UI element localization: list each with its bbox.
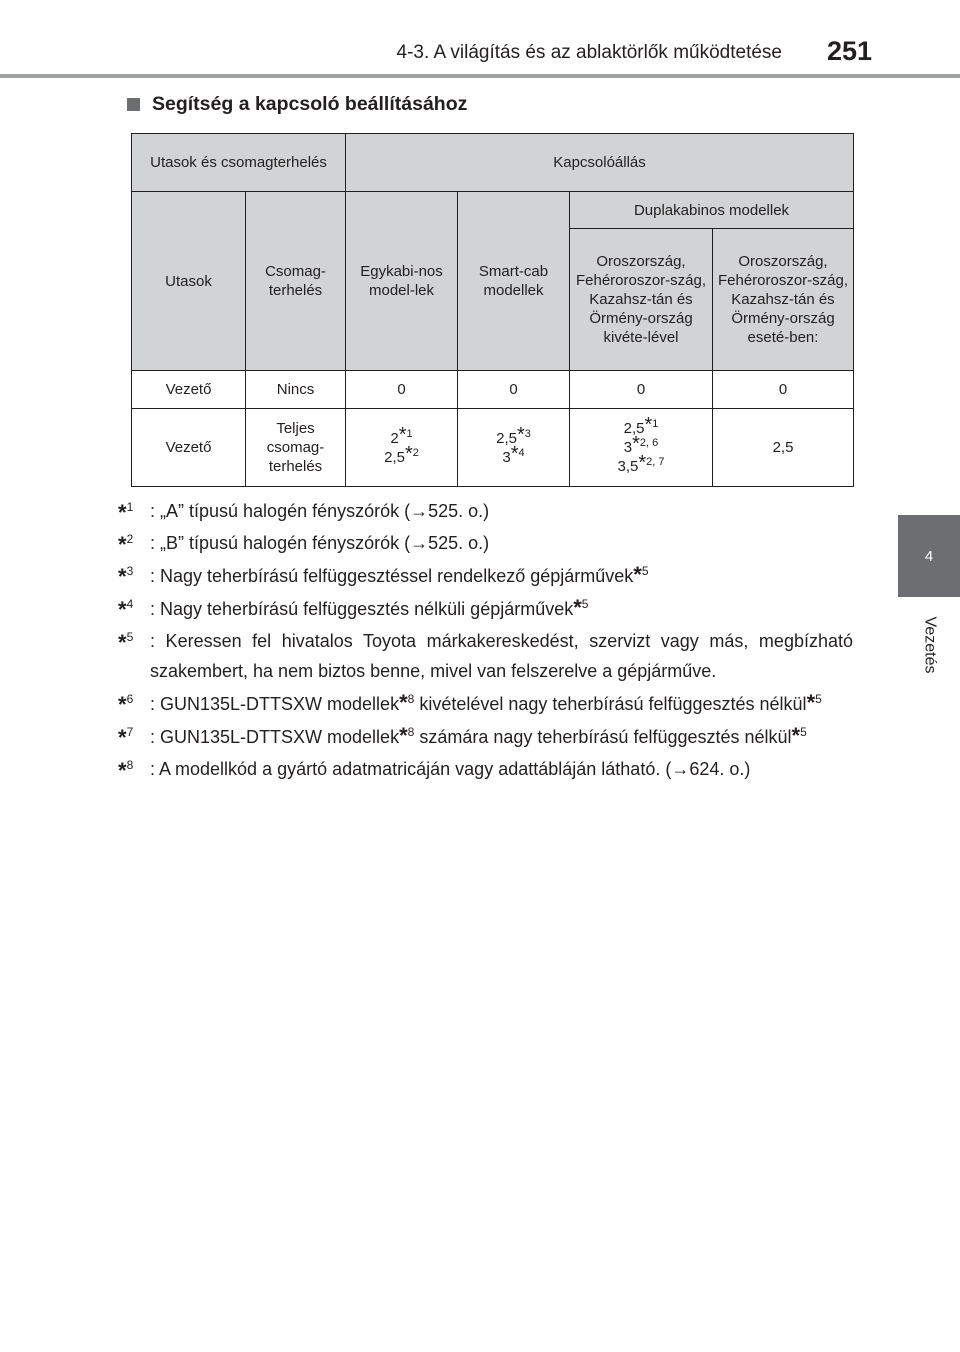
row1-double-except: 0 — [570, 371, 713, 409]
row1-double-in: 0 — [713, 371, 854, 409]
row1-single-cab: 0 — [346, 371, 458, 409]
footnote-2: *$^2$ : „B” típusú halogén fényszórók (→525. o.) — [118, 532, 490, 557]
header-rule — [0, 74, 960, 78]
chapter-number: 4 — [924, 547, 934, 565]
row2-double-except — [570, 409, 713, 487]
footnote-3: *$^3$ : Nagy teherbírású felfüggesztéssel rendelkező gépjárművek*$^5$ — [118, 562, 649, 589]
chapter-label: Vezetés — [921, 616, 938, 674]
table-row — [132, 409, 854, 487]
page-number: 251 — [826, 36, 872, 66]
single-cab-value-1: 2*$^1$ — [390, 423, 413, 447]
square-bullet-icon — [127, 98, 140, 111]
footnote-4: *$^4$ : Nagy teherbírású felfüggesztés nélküli gépjárművek*$^5$ — [118, 595, 589, 622]
section-heading-text: Segítség a kapcsoló beállításához — [152, 93, 468, 115]
row1-passengers: Vezető — [132, 371, 246, 409]
col-double-cab: Duplakabinos modellek — [570, 192, 854, 229]
footnote-1: *$^1$ : „A” típusú halogén fényszórók (→525. o.) — [118, 500, 490, 525]
double-except-value-2: 3*$^{2, 6}$ — [623, 433, 659, 456]
double-except-value-1: 2,5*$^1$ — [623, 414, 659, 437]
col-double-in: Oroszország, Fehéroroszor-szág, Kazahsz-tán és Örmény-ország eseté-ben: — [713, 229, 854, 371]
single-cab-value-2: 2,5*$^2$ — [384, 442, 419, 466]
table-row — [132, 371, 854, 409]
smart-cab-value-1: 2,5*$^3$ — [496, 423, 531, 447]
header-section-title: 4-3. A világítás és az ablaktörlők működtetése — [396, 42, 782, 63]
footnote-7: *$^7$ : GUN135L-DTTSXW modellek*$^8$ számára nagy teherbírású felfüggesztés nélkül*$^5$ — [118, 723, 807, 750]
col-double-except: Oroszország, Fehéroroszor-szág, Kazahsz-tán és Örmény-ország kivéte-lével — [570, 229, 713, 371]
row2-single-cab — [346, 409, 458, 487]
double-except-value-3: 3,5*$^{2, 7}$ — [617, 452, 665, 475]
chapter-tab — [898, 515, 960, 597]
chapter-label-container — [898, 605, 960, 685]
row2-smart-cab — [458, 409, 570, 487]
footnote-6: *$^6$ : GUN135L-DTTSXW modellek*$^8$ kivételével nagy teherbírású felfüggesztés nélkül*$^5$ — [118, 690, 822, 717]
footnotes — [118, 496, 853, 786]
row2-passengers: Vezető — [132, 409, 246, 487]
col-passengers: Utasok — [132, 192, 246, 371]
row1-cargo: Nincs — [246, 371, 346, 409]
section-heading — [127, 93, 467, 116]
col-cargo: Csomag-terhelés — [246, 192, 346, 371]
footnote-8: *$^8$ : A modellkód a gyártó adatmatricáján vagy adattábláján látható. (→624. o.) — [118, 758, 751, 783]
header-switch-position: Kapcsolóállás — [346, 134, 854, 192]
footnote-5: *$^5$ : Keressen fel hivatalos Toyota márkakereskedést, szervizt vagy más, megbízható szakembert, ha nem biztos benne, mivel van felszerelve a gépjárműve. — [118, 630, 853, 681]
row2-double-in: 2,5 — [713, 409, 854, 487]
switch-settings-table — [131, 133, 854, 487]
row1-smart-cab: 0 — [458, 371, 570, 409]
smart-cab-value-2: 3*$^4$ — [502, 442, 525, 466]
col-smart-cab: Smart-cab modellek — [458, 192, 570, 371]
col-single-cab: Egykabi-nos model-lek — [346, 192, 458, 371]
row2-cargo: Teljes csomag-terhelés — [246, 409, 346, 487]
header-load: Utasok és csomagterhelés — [132, 134, 346, 192]
